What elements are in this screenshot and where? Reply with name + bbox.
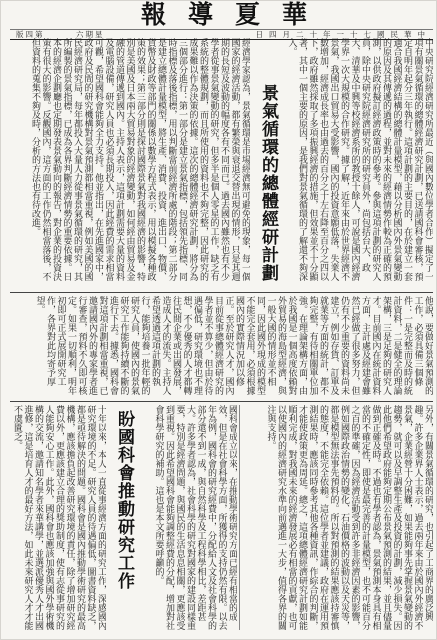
- article-1-body-bottom-right: 另外，有關景氣循環的研究，也引起了工商界的廣泛興趣。許多企業界人士表示，過去兩年來由於國內外經濟不景氣，企業經營十分困難，如果能夠事先掌握景氣變動的趨勢，就可以及早調整生產及投資的計劃，減少損失。因此他們希望政府能夠定期公布景氣預測的結果，並且儘量做到正確及時。不過也有學者認為，景氣預測本身具有相當的不確定性，即使是最完善的計量模型，也不可能百分之百的準確，因為經濟活動受到許多非經濟因素的影響，例如國際政治情勢的變化、石油價格的波動以及天災等，都是模型無法事先預料的。所以對預測的結果應該持審慎的態度，不能完全依賴。這位學者並建議，政府在運用預測結果時，應該同時參考其他各種資訊，作綜合的判斷，才能使政策更為周延。總之，這項總體經濟研究計劃如能順利完成，對我國未來的經濟發展必有相當的貢獻，也可以使國內的經濟研究水準向前邁進一大步，值得各界的關注與支持。: [265, 405, 433, 630]
- section-divider: [10, 292, 433, 293]
- article-1-body-top-left: 經濟學家認為，景氣循環是市場經濟無可避免的現象，每一個國家的經濟活動，都有繁榮與衰退交替出現的情形，只是其週期的長短及波動的幅度各有不同而已。過去國內雖然也有不少學者從事景氣變動的研究，但多半是個人零星的工作，缺乏有系統的整體規劃，而且所使用的資料也不夠完整，因此研究的成果難以作為決策的依據。這次的總體經濟研究計劃，將分為三個部分進行：第一部分是建立景氣指標，包括領先指標、同時指標及落後指標，用以判斷當前經濟所處的階段；第二部分是建立總體計量模型，將生產、消費、投資、進出口、物價、貨幣及財政等部門的關係以數學方程式表示，用以模擬各種政策的效果；第三部分則是探討國際景氣對我國經濟的影響，特別是美國及日本兩大貿易對象的經濟變動，如何經由貿易及金融的管道傳遞到國內。主持人表示，這項計劃需要大量的資料及電腦設備，研究人員也必須長期投入，因此經費的需求相當可觀，希望國科會能夠全力支持。他並指出，在先進國家中，政府及民間的研究機構對景氣預測都相當重視，例如美國的國民經濟研究局，每年都投入大量人力從事景氣循環的研究，其所編製的景氣指標，已成為各界判斷經濟情勢的重要依據。日本的經濟企劃廳也定期發表景氣動向的報告，對企業的投資決策有很大的影響。反觀國內，這方面的工作仍然相當落後，不但資料的蒐集不夠及時，分析的方法也有待改進。: [30, 38, 250, 281]
- issue-date: 中華民國七十一年十二月四日: [255, 30, 431, 39]
- article-2-headline: 盼國科會推動研究工作: [114, 410, 134, 590]
- weekday: 星期六: [76, 30, 105, 39]
- article-2-body-left: 十年以來，本人一直從事經濟方面的研究工作，深感國內研究環境的不足。研究人員的待遇偏低，圖書資料缺乏，都是亟待解決的問題。國科會是國內推動學術研究的最高機構，應該擔負起改善研究環境的責任，除了增加研究經費以外，更應該建立合理的獎助制度，使有志從事研究的人能夠安心工作。此外，國科會也應該加強與國外學術機構的交流，邀請知名學者來華講學，並選派優秀人才出國進修，這是培育人才的最好方法，如此未來研究人才才能不虞匱乏。: [12, 405, 106, 630]
- masthead-title: 華夏導報: [140, 0, 329, 29]
- page-number: 第四版: [16, 30, 45, 39]
- article-1-body-top-right: 中央研究院經濟研究所最近（與國內數位學者合作）擬定了一項有關景氣循環的總體經濟研究計劃，已送請國科會審核，預定自明年起分三年執行。這項計劃的主要目的，在於建立一套適合我國經濟結構的總體計量模型，藉以分析國內外景氣變動的原因及其傳遞的過程，並對未來的經濟情勢作較為正確的預測，以供政府擬訂經濟政策時的參考。參與這項計劃的研究人員，除中央研究院經濟研究所的研究員外，尚包括台大、政大、清華及中興等校經濟系所的教授十餘人，可說是國內經濟學界一次大規模的合作研究。據了解，近年來由於世界經濟不景氣，我國出口貿易大受影響，國內的投資意願低落，失業人數增加，經濟成長率也由過去的百分之十左右降至百分之四以下，政府雖然採取了多項振興經濟的措施，但效果並不十分顯著，其中一個主要的原因，是我們對景氣循環的了解還不夠深入。: [286, 38, 433, 281]
- article-1-headline: 景氣循環的總體經研計劃: [258, 84, 278, 282]
- column-divider: [239, 405, 240, 630]
- article-2-body-right: 國科會成立以來，在推動學術研究方面已經有相當的成效，但是在社會科學方面，所獲得的支持仍然有限。以去年為例，國科會的研究經費中，分配給人文及社會科學的部分還不到一成，與自然科學及工程科學相比，差距甚大。許多學者認為，社會科學的研究對國家的建設同樣重要，特別是經濟問題，與國民的生活息息相關，更應該受到重視。因此希望國科會能夠調整經費的分配，增加對社會科學研究的補助。這也是本文所要呼籲的。: [153, 405, 237, 630]
- section-divider: [10, 401, 433, 402]
- article-1-body-middle: 他說，要做好景氣預測的工作，必須具備三個條件：一是完整而及時的統計資料，二是健全的理論架構，三是足夠的研究人才。目前國內在統計資料方面，主計處及經建會雖然已經做了很多努力，但仍有不少重要的資料尚未建立，例如存貨、訂單及就業等方面的統計，都不夠完整，有待相關單位加強。在理論架構方面，由於我國是一個高度依賴對外貿易的海島型經濟，與一般大國的情形並不相同，因此國外現成的模型不能完全套用，必須根據國內的實際情況加以修正。至於研究人才，國內目前從事總體經濟研究的學者並不算少，但由於待遇偏低，研究環境也不理想，不少優秀的人才都轉往民間企業或出國發展，造成人才的流失。主持人希望透過這項計劃的執行，能夠培養一批年輕的研究人員，使國內的景氣研究工作能夠持續不斷的進行下去。據悉，國科會對這項計劃相當重視，已邀請國內外的專家學者進行審查，預料不久即可核定。如果一切順利，明年初即可正式展開研究工作，各界對此均寄予厚望。: [34, 296, 433, 395]
